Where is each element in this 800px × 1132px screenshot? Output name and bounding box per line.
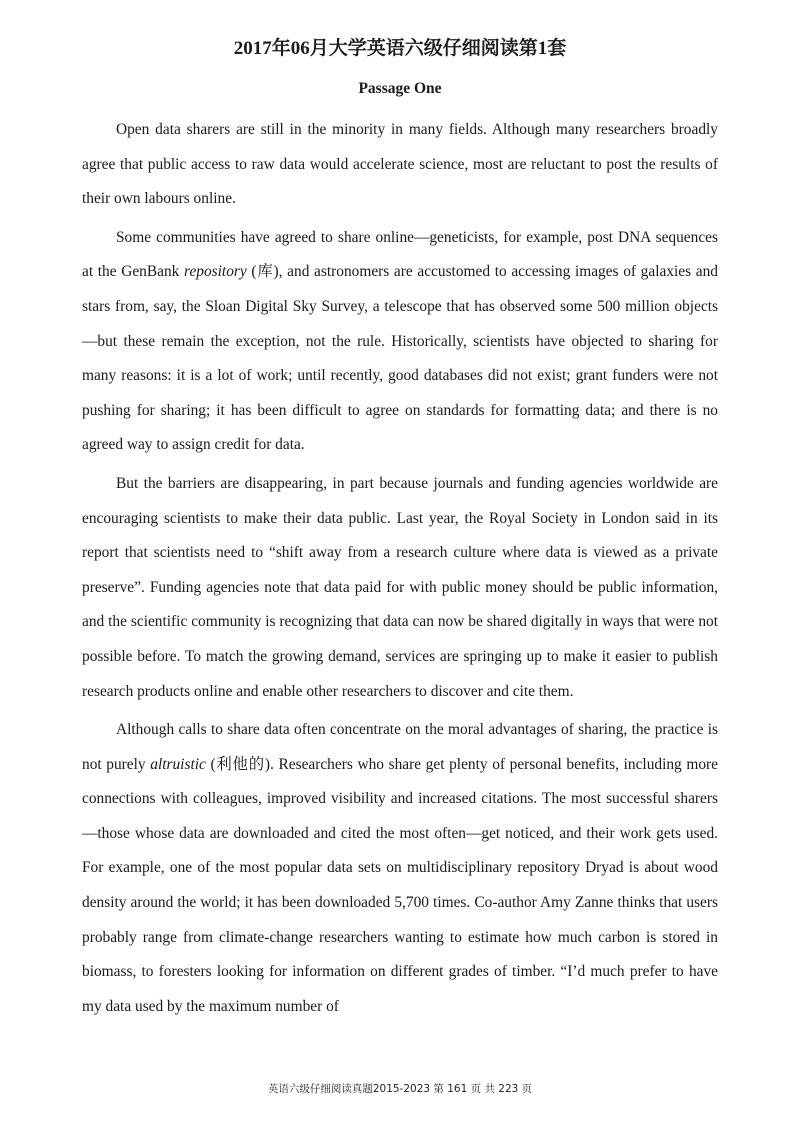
paragraph-text: (利他的). Researchers who share get plenty of personal benefits, including more connections with colleagues, improved visibility and increased citations. The most successful sharers—those whose data are downloaded and cited the most often—get noticed, and their work gets used. For example, one of the most popular data sets on multidisciplinary repository Dryad is about wood density around the world; it has been downloaded 5,700 times. Co-author Amy Zanne thinks that users probably range from climate-change researchers wanting to estimate how much carbon is stored in biomass, to foresters looking for information on different grades of timber. “I’d much prefer to have my data used by the maximum number of — [82, 755, 718, 1015]
glossed-term: repository — [184, 263, 247, 281]
paragraph-4 — [82, 713, 718, 1024]
page-footer: 英语六级仔细阅读真题2015-2023 第 161 页 共 223 页 — [267, 1083, 533, 1095]
passage-body — [82, 113, 718, 1028]
paragraph-text: Although calls to share data often concentrate on the moral advantages of sharing, the practice is not purely — [82, 721, 718, 773]
glossed-term: altruistic — [150, 755, 206, 773]
paragraph-2 — [82, 221, 718, 463]
paragraph-text: Open data sharers are still in the minority in many fields. Although many researchers broadly agree that public access to raw data would accelerate science, most are reluctant to post the results of their own labours online. — [82, 121, 718, 208]
page-title: 2017年06月大学英语六级仔细阅读第1套 — [233, 38, 567, 59]
paragraph-text: Some communities have agreed to share online—geneticists, for example, post DNA sequences at the GenBank — [82, 228, 718, 281]
paragraph-1 — [82, 113, 718, 217]
paragraph-text: But the barriers are disappearing, in part because journals and funding agencies worldwide are encouraging scientists to make their data public. Last year, the Royal Society in London said in its report that scientists need to “shift away from a research culture where data is viewed as a private preserve”. Funding agencies note that data paid for with public money should be public information, and the scientific community is recognizing that data can now be shared digitally in ways that were not possible before. To match the growing demand, services are springing up to make it easier to publish research products online and enable other researchers to discover and cite them. — [82, 474, 718, 700]
paragraph-3 — [82, 467, 718, 709]
paragraph-text: (库), and astronomers are accustomed to accessing images of galaxies and stars from, say, the Sloan Digital Sky Survey, a telescope that has observed some 500 million objects—but these remain the exception, not the rule. Historically, scientists have objected to sharing for many reasons: it is a lot of work; until recently, good databases did not exist; grant funders were not pushing for sharing; it has been difficult to agree on standards for formatting data; and there is no agreed way to assign credit for data. — [82, 263, 718, 454]
passage-title: Passage One — [358, 80, 442, 97]
